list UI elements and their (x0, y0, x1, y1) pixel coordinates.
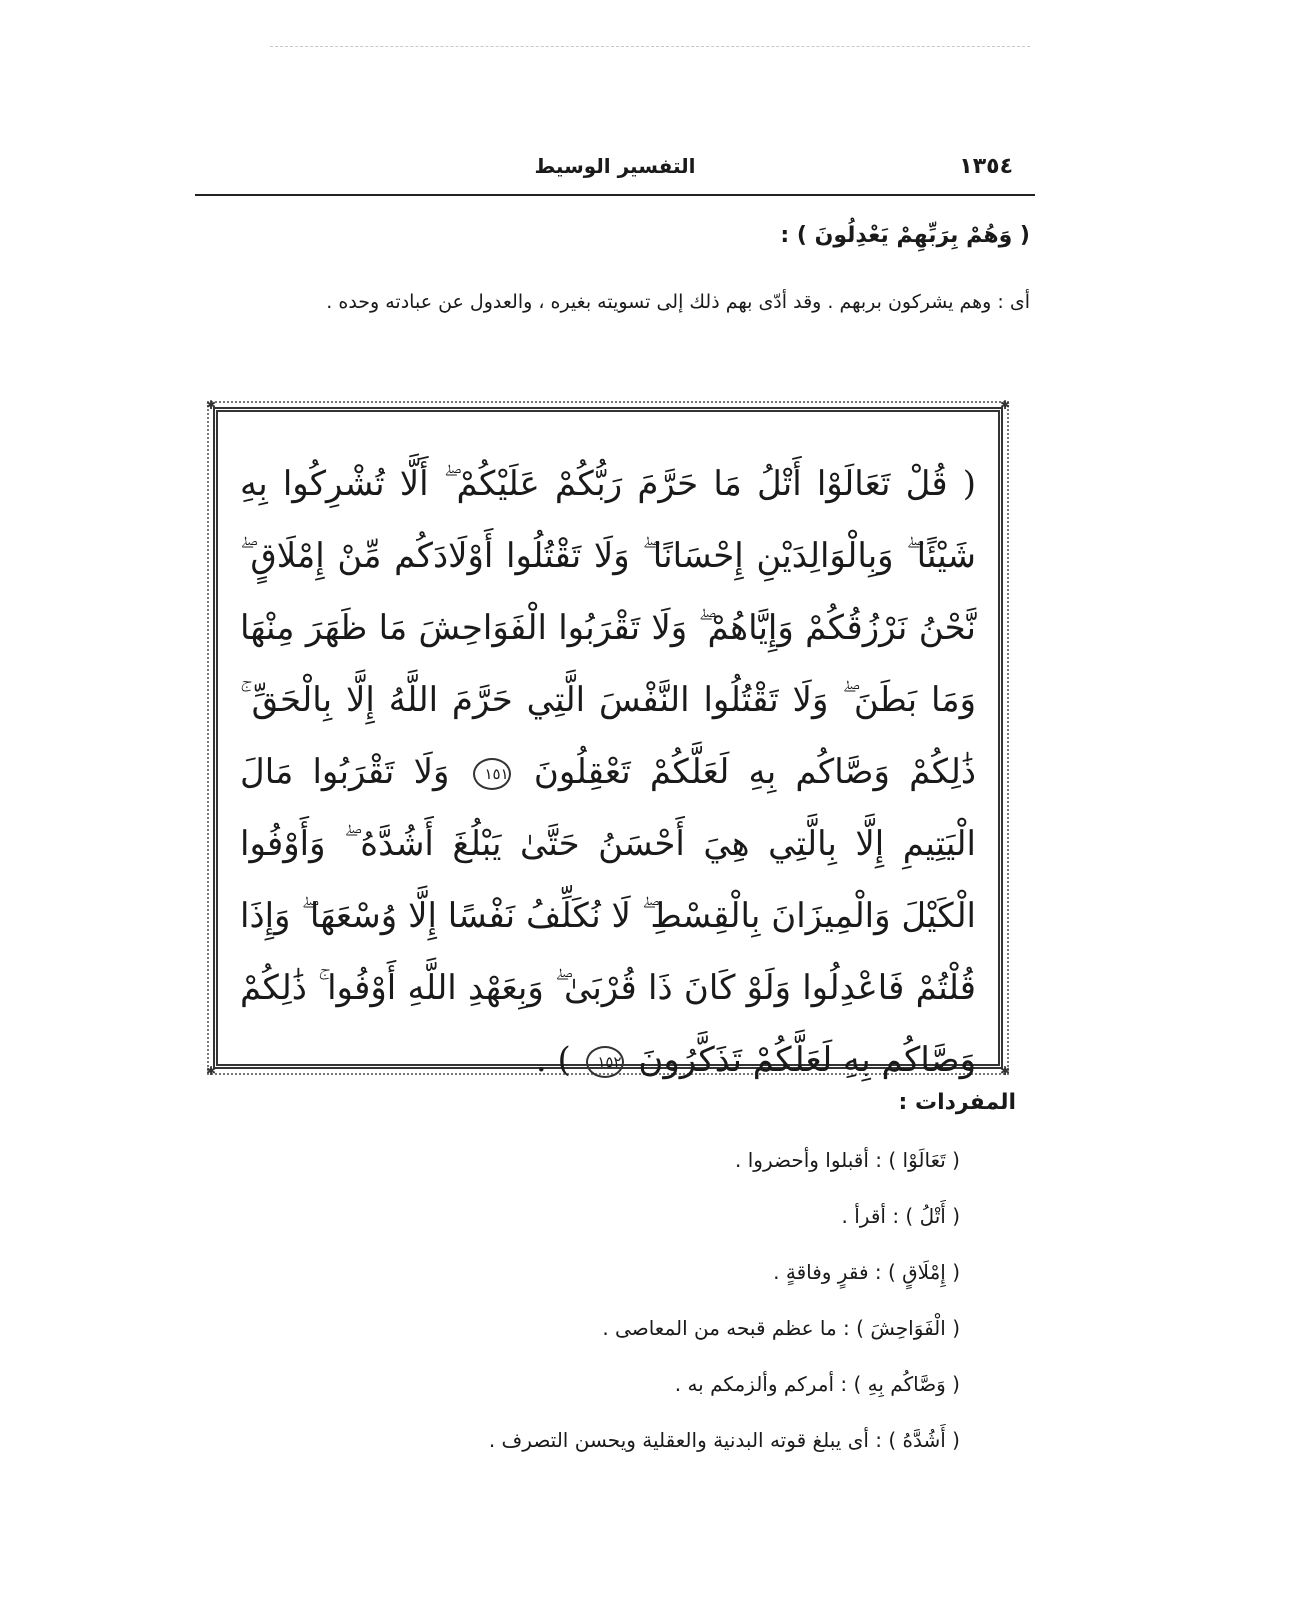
vocabulary-heading: المفردات : (898, 1090, 1016, 1115)
ayah-number-marker: ١٥١ (473, 758, 511, 790)
quran-verses (240, 448, 976, 1096)
vocabulary-item: ( الْفَوَاحِشَ ) : ما عظم قبحه من المعاصى . (602, 1316, 960, 1340)
commentary-paragraph: أى : وهم يشركون بربهم . وقد أدّى بهم ذلك إلى تسويته بغيره ، والعدول عن عبادته وحده . (326, 291, 1030, 313)
vocabulary-item: ( أَشُدَّهُ ) : أى يبلغ قوته البدنية والعقلية ويحسن التصرف . (488, 1428, 960, 1452)
intro-section (220, 220, 1030, 332)
frame-corner-star-icon: ✱ (999, 1064, 1010, 1078)
frame-corner-star-icon: ✱ (999, 398, 1010, 412)
ayah-number-marker: ١٥٢ (586, 1046, 624, 1078)
frame-corner-star-icon: ✱ (206, 398, 217, 412)
running-title: التفسير الوسيط (534, 154, 696, 178)
page-number: ١٣٥٤ (959, 154, 1013, 179)
frame-corner-star-icon: ✱ (206, 1064, 217, 1078)
verse-closing: ) . (535, 1040, 571, 1080)
page-header (195, 148, 1035, 196)
vocabulary-item: ( إِمْلَاقٍ ) : فقرٍ وفاقةٍ . (773, 1260, 960, 1284)
quran-verse-frame (206, 398, 1010, 1080)
vocabulary-item: ( تَعَالَوْا ) : أقبلوا وأحضروا . (735, 1148, 960, 1172)
quoted-phrase: ( وَهُمْ بِرَبِّهِمْ يَعْدِلُونَ ) : (780, 223, 1030, 248)
vocabulary-list (200, 1140, 960, 1476)
vocabulary-item: ( أَتْلُ ) : أقرأ . (841, 1204, 960, 1228)
vocabulary-item: ( وَصَّاكُم بِهِ ) : أمركم وألزمكم به . (674, 1372, 960, 1396)
verse-text-151: ( قُلْ تَعَالَوْا أَتْلُ مَا حَرَّمَ رَبُّكُمْ عَلَيْكُمْ ۖ أَلَّا تُشْرِكُوا بِهِ شَيْئًا ۖ وَبِالْوَالِدَيْنِ إِحْسَانًا ۖ وَلَا تَقْتُلُوا أَوْلَادَكُم مِّنْ إِمْلَاقٍ ۖ نَّحْنُ نَرْزُقُكُمْ وَإِيَّاهُمْ ۖ وَلَا تَقْرَبُوا الْفَوَاحِشَ مَا ظَهَرَ مِنْهَا وَمَا بَطَنَ ۖ وَلَا تَقْتُلُوا النَّفْسَ الَّتِي حَرَّمَ اللَّهُ إِلَّا بِالْحَقِّ ۚ ذَٰلِكُمْ وَصَّاكُم بِهِ لَعَلَّكُمْ تَعْقِلُونَ (240, 464, 977, 792)
scan-edge-line (270, 46, 1030, 47)
verse-text-152: وَلَا تَقْرَبُوا مَالَ الْيَتِيمِ إِلَّا بِالَّتِي هِيَ أَحْسَنُ حَتَّىٰ يَبْلُغَ أَشُدَّهُ ۖ وَأَوْفُوا الْكَيْلَ وَالْمِيزَانَ بِالْقِسْطِ ۖ لَا نُكَلِّفُ نَفْسًا إِلَّا وُسْعَهَا ۖ وَإِذَا قُلْتُمْ فَاعْدِلُوا وَلَوْ كَانَ ذَا قُرْبَىٰ ۖ وَبِعَهْدِ اللَّهِ أَوْفُوا ۚ ذَٰلِكُمْ وَصَّاكُم بِهِ لَعَلَّكُمْ تَذَكَّرُونَ (240, 752, 976, 1080)
